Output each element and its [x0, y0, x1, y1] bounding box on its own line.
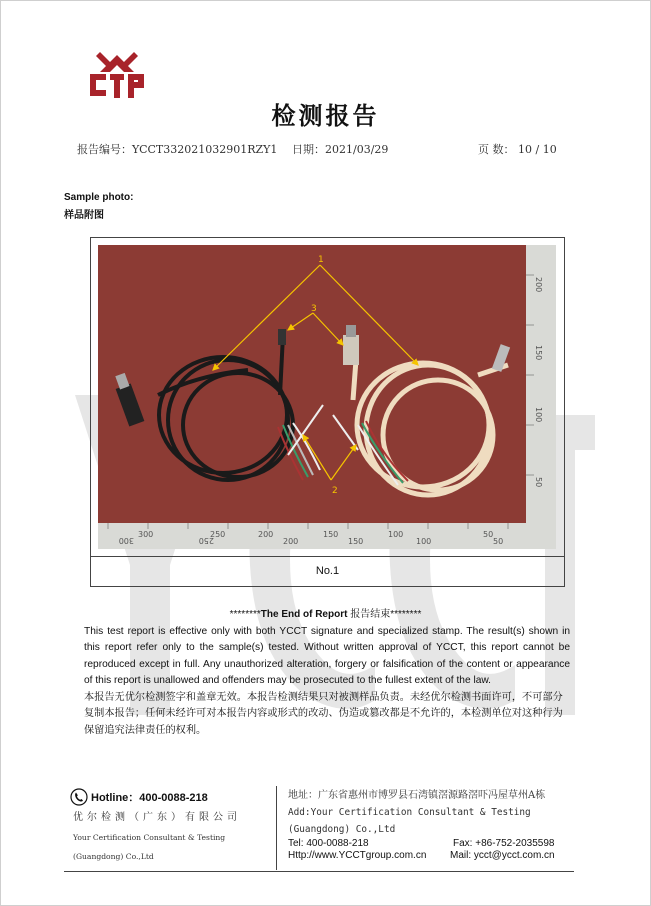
- company-name-en: [73, 828, 268, 866]
- sample-photo-box: [90, 237, 565, 587]
- ruler-tick: 50: [534, 477, 543, 488]
- end-stars-left: ********: [229, 609, 261, 620]
- telephone: Tel: 400-0088-218: [288, 838, 369, 849]
- address-en-line2: (Guangdong) Co.,Ltd: [288, 824, 396, 835]
- photo-caption: No.1: [315, 565, 340, 577]
- ruler-tick: 150: [534, 345, 543, 361]
- ruler-tick: 100: [416, 537, 432, 546]
- company-name-en-line2: (Guangdong) Co.,Ltd: [73, 852, 154, 861]
- company-name-en-line1: Your Certification Consultant & Testing: [73, 833, 226, 842]
- disclaimer-en: This test report is effective only with both YCCT signature and specialized stamp. The result(s) shown in this report refer only to the sample(s) tested. Without written approval of YCCT, this report cannot be reproduced except in full. Any unauthorized alteration, forgery or falsification of the content or appearance of this report is unallowed and offenders may be prosecuted to the fullest extent of the law.: [84, 626, 570, 687]
- ruler-tick: 200: [534, 277, 543, 293]
- usb-plug-beige: [343, 335, 359, 365]
- page-count: 页 数： 10 / 10: [478, 143, 557, 156]
- ruler-tick: 200: [283, 537, 299, 546]
- ruler-tick: 100: [388, 530, 404, 539]
- ruler-tick: 300: [138, 530, 154, 539]
- disclaimer-cn: 本报告无优尔检测签字和盖章无效。本报告检测结果只对被测样品负责。未经优尔检测书面许可，不可部分复制本报告；任何未经许可对本报告内容或形式的改动、伪造或篡改都是不允许的，本检测单位对这种行为保留追究法律责任的权利。: [84, 692, 563, 736]
- footer-divider-horizontal: [64, 871, 574, 872]
- annotation-1: 1: [318, 255, 324, 265]
- ruler-tick: 50: [483, 530, 494, 539]
- website-link[interactable]: Http://www.YCCTgroup.com.cn: [288, 850, 427, 861]
- address-en: [288, 804, 558, 838]
- ruler-tick: 150: [323, 530, 339, 539]
- company-name-cn: 优尔检测（广东）有限公司: [73, 812, 241, 823]
- photo-divider: [91, 556, 564, 557]
- footer-divider-vertical: [276, 786, 277, 870]
- phone-icon: [70, 788, 88, 806]
- ruler-tick: 200: [258, 530, 274, 539]
- report-title: 检测报告: [271, 101, 380, 130]
- end-stars-right: ********: [390, 609, 422, 620]
- sample-photo-label-cn: 样品附图: [64, 210, 104, 221]
- ruler-tick: 250: [210, 530, 226, 539]
- ycct-logo: [86, 50, 148, 100]
- email-link[interactable]: Mail: ycct@ycct.com.cn: [450, 850, 555, 861]
- annotation-3: 3: [311, 304, 317, 314]
- ruler-tick: 250: [198, 536, 214, 545]
- report-date: 日期：2021/03/29: [292, 143, 389, 156]
- address-en-line1: Add:Your Certification Consultant & Testing: [288, 807, 531, 818]
- report-number: 报告编号：YCCT332021032901RZY1: [77, 143, 278, 156]
- sample-photo: [98, 245, 556, 549]
- hotline: [70, 788, 208, 806]
- address-cn: 地址：广东省惠州市博罗县石湾镇滘源路滘吓冯屋草州A栋: [288, 790, 546, 801]
- end-of-report: [0, 605, 651, 620]
- sample-photo-label-en: Sample photo:: [64, 192, 134, 203]
- ruler-tick: 300: [118, 536, 134, 545]
- ruler-tick: 50: [493, 537, 504, 546]
- ruler-tick: 100: [534, 407, 543, 423]
- ruler-tick: 150: [348, 537, 364, 546]
- hotline-text: Hotline：400-0088-218: [91, 792, 208, 804]
- fax: Fax: +86-752-2035598: [453, 838, 555, 849]
- end-label-en: The End of Report: [260, 609, 348, 620]
- ruler-bottom: [98, 523, 528, 549]
- annotation-2: 2: [332, 486, 338, 496]
- end-label-cn: 报告结束: [347, 609, 391, 620]
